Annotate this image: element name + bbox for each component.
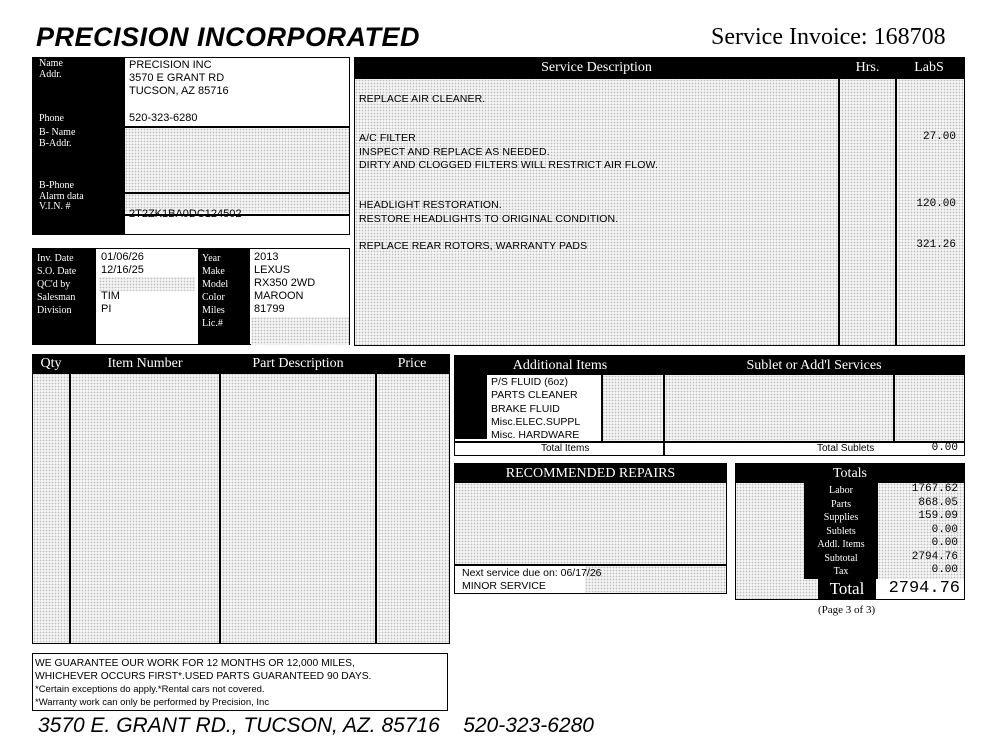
- label-inv-date: Inv. Date: [37, 253, 74, 264]
- totals-label: Addl. Items: [817, 539, 865, 550]
- totals-value: 0.00: [931, 523, 958, 536]
- page-indicator: (Page 3 of 3): [818, 604, 876, 616]
- sublet-header: Sublet or Add'l Services: [665, 358, 963, 374]
- totals-label: Parts: [831, 498, 851, 510]
- parts-header-price: Price: [377, 356, 447, 372]
- vehicle-make: LEXUS: [254, 264, 291, 276]
- grand-total-label: Total: [829, 579, 865, 598]
- totals-value: 2794.76: [911, 550, 958, 563]
- customer-addr1: 3570 E GRANT RD: [129, 72, 225, 84]
- inv-date: 01/06/26: [101, 251, 144, 263]
- vehicle-year: 2013: [254, 251, 279, 263]
- totals-value: 0.00: [931, 564, 958, 576]
- additional-item: BRAKE FLUID: [491, 402, 560, 415]
- additional-item: P/S FLUID (6oz): [491, 376, 569, 388]
- totals-label: Labor: [829, 485, 853, 496]
- recommended-box: [454, 463, 727, 594]
- customer-vin: 2T2ZK1BA0DC124502: [129, 208, 242, 220]
- vehicle-model: RX350 2WD: [254, 277, 316, 289]
- customer-billing-area: [125, 128, 349, 213]
- label-lic: Lic.#: [202, 318, 223, 329]
- label-name: Name: [39, 58, 63, 69]
- invoice-title: [711, 24, 946, 51]
- customer-phone: 520-323-6280: [129, 112, 198, 124]
- service-line: REPLACE AIR CLEANER.: [359, 93, 486, 105]
- label-so-date: S.O. Date: [37, 266, 77, 277]
- label-qcd-by: QC'd by: [37, 279, 71, 290]
- totals-label: Supplies: [823, 512, 859, 523]
- service-line: REPLACE REAR ROTORS, WARRANTY PADS: [359, 240, 588, 252]
- vehicle-color: MAROON: [254, 290, 304, 302]
- label-salesman: Salesman: [37, 292, 76, 303]
- service-header-labs: LabS: [897, 60, 961, 76]
- additional-item: Misc.ELEC.SUPPL: [491, 415, 581, 428]
- label-alarm: Alarm data: [39, 190, 84, 202]
- total-items-label: Total Items: [541, 443, 590, 454]
- totals-value: 868.05: [918, 496, 958, 509]
- label-make: Make: [202, 266, 225, 277]
- service-line: DIRTY AND CLOGGED FILTERS WILL RESTRICT AIR FLOW.: [359, 159, 658, 171]
- label-color: Color: [202, 292, 225, 303]
- division: PI: [101, 303, 112, 315]
- totals-label: Tax: [833, 566, 849, 577]
- parts-box: [32, 354, 450, 644]
- service-line: A/C FILTER: [359, 132, 416, 144]
- label-b-phone: B-Phone: [39, 180, 74, 191]
- totals-label: Subtotal: [824, 552, 858, 564]
- invoice-label: Service Invoice:: [711, 24, 868, 50]
- label-year: Year: [202, 253, 221, 264]
- customer-name: PRECISION INC: [129, 59, 212, 71]
- service-line: RESTORE HEADLIGHTS TO ORIGINAL CONDITION.: [359, 213, 619, 225]
- label-phone: Phone: [39, 113, 64, 124]
- recommended-header: RECOMMENDED REPAIRS: [455, 464, 726, 483]
- label-addr: Addr.: [39, 68, 62, 80]
- next-service-due: Next service due on: 06/17/26: [462, 567, 602, 579]
- additional-header: Additional Items: [455, 358, 665, 374]
- guarantee-line: WE GUARANTEE OUR WORK FOR 12 MONTHS OR 12,000 MILES,: [35, 658, 355, 669]
- service-amount: 27.00: [922, 131, 956, 143]
- salesman: TIM: [101, 290, 120, 302]
- guarantee-line: WHICHEVER OCCURS FIRST*.USED PARTS GUARANTEED 90 DAYS.: [35, 671, 372, 682]
- total-sublets-label: Total Sublets: [817, 443, 875, 454]
- totals-label: Sublets: [826, 525, 856, 537]
- service-header-hrs: Hrs.: [841, 60, 894, 76]
- label-miles: Miles: [202, 305, 225, 316]
- totals-value: 1767.62: [911, 483, 958, 495]
- customer-addr2: TUCSON, AZ 85716: [129, 85, 229, 97]
- customer-box: [32, 57, 350, 235]
- guarantee-line: *Certain exceptions do apply.*Rental cars not covered.: [35, 684, 265, 695]
- invoice-number: 168708: [873, 24, 946, 50]
- company-name: PRECISION INCORPORATED: [36, 22, 421, 52]
- vehicle-miles: 81799: [254, 303, 285, 315]
- totals-box: [735, 463, 965, 600]
- parts-header-qty: Qty: [33, 356, 69, 372]
- label-b-name: B- Name: [39, 127, 76, 138]
- label-b-addr: B-Addr.: [39, 137, 72, 149]
- additional-box: [454, 355, 965, 456]
- additional-item: Misc. HARDWARE: [491, 429, 580, 442]
- label-division: Division: [37, 305, 72, 316]
- service-line: INSPECT AND REPLACE AS NEEDED.: [359, 146, 550, 158]
- totals-header: Totals: [736, 464, 964, 483]
- service-box: [354, 57, 965, 346]
- footer-address: 3570 E. GRANT RD., TUCSON, AZ. 85716 520-323-6280: [38, 714, 594, 737]
- parts-header-item: Item Number: [71, 356, 219, 372]
- service-line: HEADLIGHT RESTORATION.: [359, 199, 502, 211]
- so-date: 12/16/25: [101, 264, 144, 276]
- order-box: [32, 248, 350, 345]
- guarantee-line: *Warranty work can only be performed by Precision, Inc: [35, 697, 270, 708]
- totals-value: 0.00: [931, 537, 958, 549]
- grand-total-value: 2794.76: [888, 579, 960, 598]
- minor-service: MINOR SERVICE: [462, 580, 546, 592]
- service-header-desc: Service Description: [355, 60, 838, 76]
- label-model: Model: [202, 279, 229, 290]
- total-sublets-value: 0.00: [931, 442, 958, 454]
- parts-header-desc: Part Description: [221, 356, 375, 372]
- additional-item: PARTS CLEANER: [491, 389, 578, 402]
- guarantee-box: [32, 653, 448, 711]
- label-vin: V.I.N. #: [39, 201, 71, 212]
- service-amount: 321.26: [916, 239, 956, 251]
- totals-value: 159.09: [918, 510, 958, 522]
- service-amount: 120.00: [916, 198, 956, 210]
